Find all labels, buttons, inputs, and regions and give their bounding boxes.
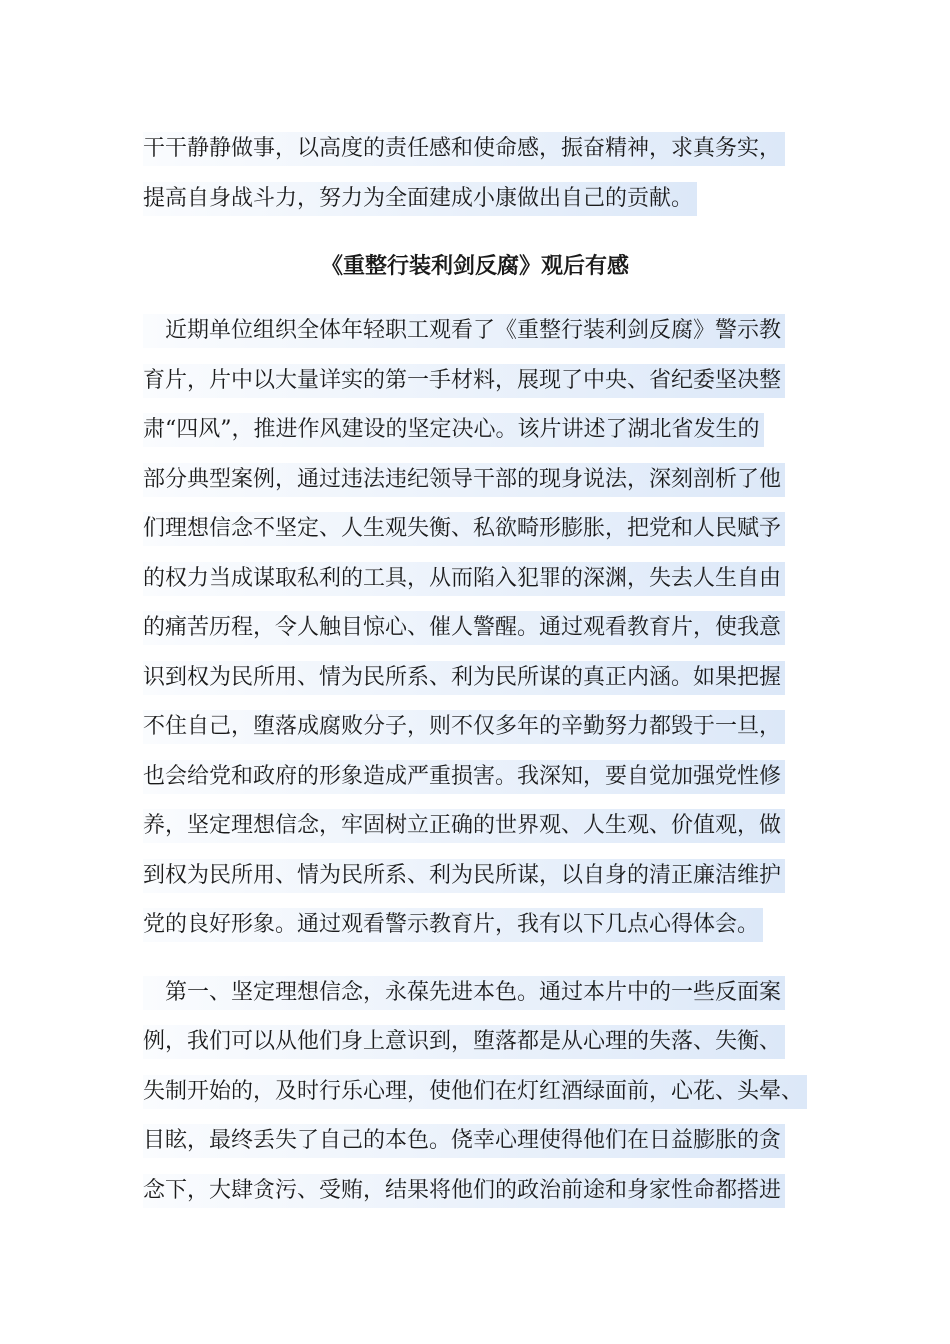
text-line: 近期单位组织全体年轻职工观看了《重整行装利剑反腐》警示教 [143,314,785,348]
text-line: 干干静静做事，以高度的责任感和使命感，振奋精神，求真务实， [143,132,785,166]
text-line: 例，我们可以从他们身上意识到，堕落都是从心理的失落、失衡、 [143,1025,785,1059]
text-line: 党的良好形象。通过观看警示教育片，我有以下几点心得体会。 [143,908,763,942]
text-line: 第一、坚定理想信念，永葆先进本色。通过本片中的一些反面案 [143,976,785,1010]
text-line: 到权为民所用、情为民所系、利为民所谋，以自身的清正廉洁维护 [143,859,785,893]
text-line: 养，坚定理想信念，牢固树立正确的世界观、人生观、价值观，做 [143,809,785,843]
text-line: 提高自身战斗力，努力为全面建成小康做出自己的贡献。 [143,182,697,216]
text-line: 目眩，最终丢失了自己的本色。侥幸心理使得他们在日益膨胀的贪 [143,1124,785,1158]
text-line: 的痛苦历程，令人触目惊心、催人警醒。通过观看教育片，使我意 [143,611,785,645]
document-title: 《重整行装利剑反腐》观后有感 [320,253,629,279]
text-line: 失制开始的，及时行乐心理，使他们在灯红酒绿面前，心花、头晕、 [143,1075,807,1109]
text-line: 肃“四风”，推进作风建设的坚定决心。该片讲述了湖北省发生的 [143,413,764,447]
text-line: 们理想信念不坚定、人生观失衡、私欲畸形膨胀，把党和人民赋予 [143,512,785,546]
text-line: 念下，大肆贪污、受贿，结果将他们的政治前途和身家性命都搭进 [143,1174,785,1208]
text-line: 的权力当成谋取私利的工具，从而陷入犯罪的深渊，失去人生自由 [143,562,785,596]
text-line: 也会给党和政府的形象造成严重损害。我深知，要自觉加强党性修 [143,760,785,794]
text-line: 部分典型案例，通过违法违纪领导干部的现身说法，深刻剖析了他 [143,463,785,497]
text-line: 识到权为民所用、情为民所系、利为民所谋的真正内涵。如果把握 [143,661,785,695]
text-line: 育片，片中以大量详实的第一手材料，展现了中央、省纪委坚决整 [143,364,785,398]
text-line: 不住自己，堕落成腐败分子，则不仅多年的辛勤努力都毁于一旦， [143,710,785,744]
